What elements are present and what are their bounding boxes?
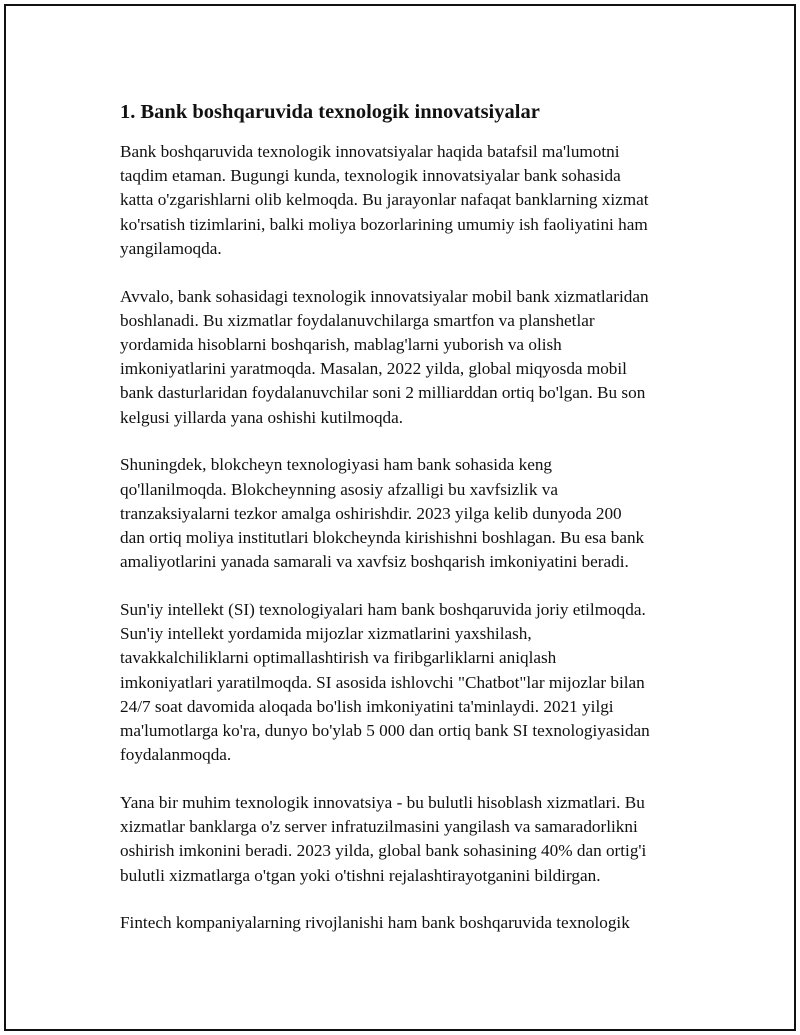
page-border bbox=[4, 4, 796, 1031]
section-heading: 1. Bank boshqaruvida texnologik innovatsiyalar bbox=[120, 101, 540, 123]
paragraph-fintech: Fintech kompaniyalarning rivojlanishi ham bank boshqaruvida texnologik bbox=[120, 913, 630, 933]
paragraph-intro: Bank boshqaruvida texnologik innovatsiyalar haqida batafsil ma'lumotni taqdim etaman. Bugungi kunda, texnologik innovatsiyalar bank sohasida katta o'zgarishlarni olib kelmoqda. Bu jarayonlar nafaqat banklarning xizmat ko'rsatish tizimlarini, balki moliya bozorlarining umumiy ish faoliyatini ham yangilamoqda. bbox=[120, 142, 649, 258]
paragraph-artificial-intelligence: Sun'iy intellekt (SI) texnologiyalari ham bank boshqaruvida joriy etilmoqda. Sun'iy intellekt yordamida mijozlar xizmatlarini yaxshilash, tavakkalchiliklarni optimallashtirish va firibgarliklarni aniqlash imkoniyatlari yaratilmoqda. SI asosida ishlovchi "Chatbot"lar mijozlar bilan 24/7 soat davomida aloqada bo'lish imkoniyatini ta'minlaydi. 2021 yilgi ma'lumotlarga ko'ra, dunyo bo'ylab 5 000 dan ortiq bank SI texnologiyasidan foydalanmoqda. bbox=[120, 600, 650, 765]
paragraph-mobile-banking: Avvalo, bank sohasidagi texnologik innovatsiyalar mobil bank xizmatlaridan boshlanadi. Bu xizmatlar foydalanuvchilarga smartfon va planshetlar yordamida hisoblarni boshqarish, mablag'larni yuborish va olish imkoniyatlarini yaratmoqda. Masalan, 2022 yilda, global miqyosda mobil bank dasturlaridan foydalanuvchilar soni 2 milliarddan ortiq bo'lgan. Bu son kelgusi yillarda yana oshishi kutilmoqda. bbox=[120, 286, 649, 427]
paragraph-blockchain: Shuningdek, blokcheyn texnologiyasi ham bank sohasida keng qo'llanilmoqda. Blokcheynning asosiy afzalligi bu xavfsizlik va tranzaksiyalarni tezkor amalga oshirishdir. 2023 yilga kelib dunyoda 200 dan ortiq moliya institutlari blokcheynda kirishishni boshlagan. Bu esa bank amaliyotlarini yanada samarali va xavfsiz boshqarish imkoniyatini beradi. bbox=[120, 455, 645, 572]
paragraph-cloud-computing: Yana bir muhim texnologik innovatsiya - bu bulutli hisoblash xizmatlari. Bu xizmatlar banklarga o'z server infratuzilmasini yangilash va samaradorlikni oshirish imkonini beradi. 2023 yilda, global bank sohasining 40% dan ortig'i bulutli xizmatlarga o'tgan yoki o'tishni rejalashtirayotganini bildirgan. bbox=[120, 793, 647, 885]
document-body bbox=[120, 98, 700, 959]
